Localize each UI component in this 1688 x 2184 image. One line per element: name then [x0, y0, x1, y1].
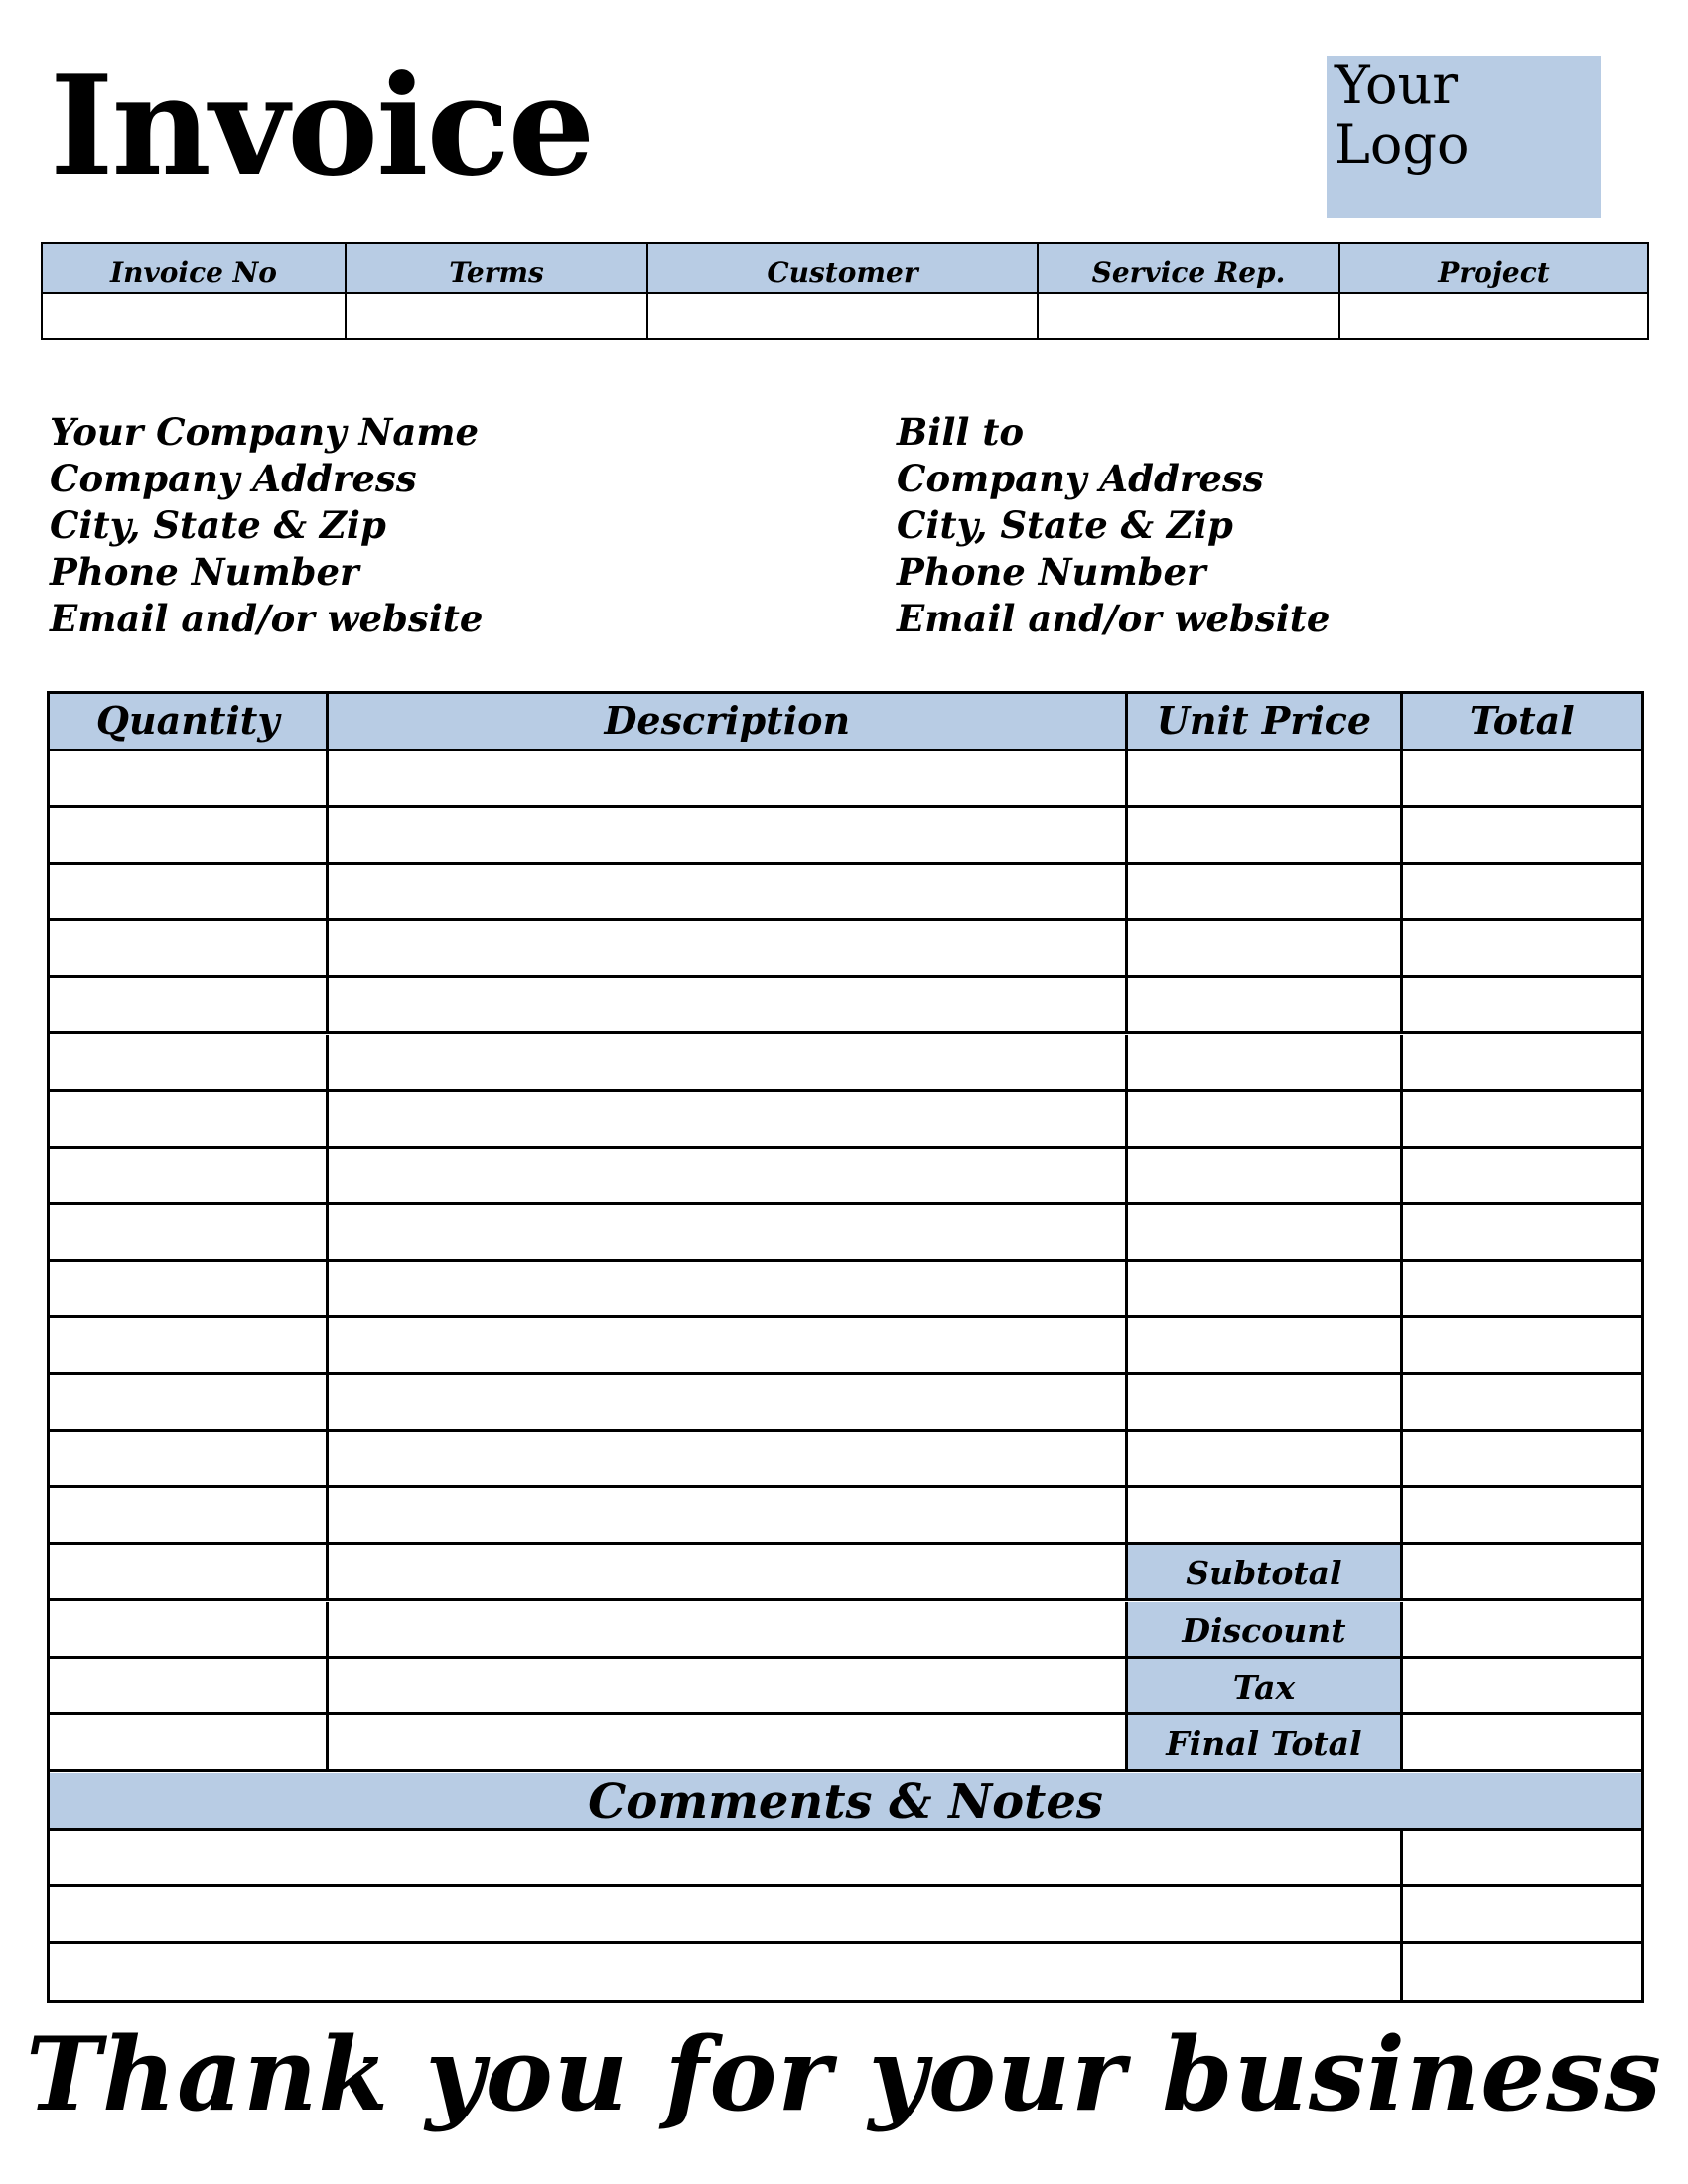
- total-cell[interactable]: [1403, 1659, 1641, 1712]
- unit-price-cell[interactable]: [1128, 1092, 1402, 1146]
- bill-to-company-address[interactable]: Company Address: [897, 457, 1264, 500]
- unit-price-cell[interactable]: [1128, 808, 1402, 862]
- line-items-table: [47, 691, 1644, 2003]
- description-cell[interactable]: [329, 1545, 1128, 1598]
- line-item-row: [50, 1318, 1641, 1375]
- line-item-row: [50, 1602, 1641, 1659]
- quantity-cell[interactable]: [50, 1432, 329, 1485]
- quantity-cell[interactable]: [50, 1602, 329, 1656]
- summary-label-final-total: Final Total: [1128, 1715, 1402, 1769]
- unit-price-cell[interactable]: [1128, 921, 1402, 975]
- total-cell[interactable]: [1403, 1092, 1641, 1146]
- line-item-row: [50, 1205, 1641, 1262]
- line-item-row: [50, 1432, 1641, 1488]
- total-cell[interactable]: [1403, 1035, 1641, 1089]
- meta-header-row: [43, 244, 1647, 294]
- line-item-row: [50, 1149, 1641, 1205]
- unit-price-cell[interactable]: [1128, 865, 1402, 918]
- quantity-cell[interactable]: [50, 808, 329, 862]
- total-cell[interactable]: [1403, 1602, 1641, 1656]
- bill-to-phone[interactable]: Phone Number: [897, 550, 1206, 594]
- summary-label-tax: Tax: [1128, 1659, 1402, 1712]
- comments-heading: Comments & Notes: [588, 1774, 1103, 1828]
- unit-price-cell[interactable]: [1128, 1488, 1402, 1542]
- description-cell[interactable]: [329, 1149, 1128, 1202]
- from-company-name[interactable]: Your Company Name: [50, 410, 480, 454]
- quantity-cell[interactable]: [50, 1715, 329, 1769]
- description-cell[interactable]: [329, 921, 1128, 975]
- line-items-header-row: [50, 694, 1641, 751]
- invoice-title: Invoice: [50, 45, 594, 206]
- meta-header-service-rep: Service Rep.: [1039, 244, 1340, 292]
- line-item-row: [50, 1659, 1641, 1715]
- comment-text-cell[interactable]: [50, 1944, 1403, 2000]
- from-phone[interactable]: Phone Number: [50, 550, 359, 594]
- line-item-row: [50, 751, 1641, 808]
- quantity-cell[interactable]: [50, 1545, 329, 1598]
- unit-price-cell[interactable]: [1128, 1262, 1402, 1315]
- unit-price-cell[interactable]: [1128, 1375, 1402, 1429]
- from-email-website[interactable]: Email and/or website: [50, 597, 484, 640]
- total-cell[interactable]: [1403, 865, 1641, 918]
- quantity-cell[interactable]: [50, 1659, 329, 1712]
- from-company-address[interactable]: Company Address: [50, 457, 417, 500]
- description-cell[interactable]: [329, 808, 1128, 862]
- total-cell[interactable]: [1403, 1545, 1641, 1598]
- customer-field[interactable]: [648, 294, 1039, 338]
- quantity-cell[interactable]: [50, 1262, 329, 1315]
- quantity-cell[interactable]: [50, 978, 329, 1031]
- bill-to-label: Bill to: [897, 410, 1025, 454]
- description-cell[interactable]: [329, 865, 1128, 918]
- total-cell[interactable]: [1403, 1715, 1641, 1769]
- quantity-cell[interactable]: [50, 1205, 329, 1259]
- terms-field[interactable]: [347, 294, 648, 338]
- description-cell[interactable]: [329, 1092, 1128, 1146]
- description-cell[interactable]: [329, 1488, 1128, 1542]
- total-cell[interactable]: [1403, 1262, 1641, 1315]
- quantity-cell[interactable]: [50, 1092, 329, 1146]
- total-cell[interactable]: [1403, 1149, 1641, 1202]
- description-cell[interactable]: [329, 1318, 1128, 1372]
- thank-you-message: Thank you for your business: [26, 2015, 1662, 2134]
- unit-price-cell[interactable]: [1128, 1432, 1402, 1485]
- unit-price-cell[interactable]: [1128, 1318, 1402, 1372]
- line-item-row: [50, 978, 1641, 1034]
- quantity-cell[interactable]: [50, 1149, 329, 1202]
- line-item-row: [50, 1545, 1641, 1601]
- line-item-row: [50, 1375, 1641, 1432]
- line-item-row: [50, 1715, 1641, 1772]
- description-cell[interactable]: [329, 1602, 1128, 1656]
- from-city-state-zip[interactable]: City, State & Zip: [50, 503, 386, 547]
- logo-text-line: Your: [1335, 54, 1459, 116]
- header-quantity: Quantity: [50, 694, 329, 749]
- comment-side-cell[interactable]: [1403, 1831, 1641, 1884]
- logo-text-line: Logo: [1335, 113, 1470, 176]
- description-cell[interactable]: [329, 751, 1128, 805]
- unit-price-cell[interactable]: [1128, 751, 1402, 805]
- description-cell[interactable]: [329, 1262, 1128, 1315]
- comment-row: [50, 1944, 1641, 2000]
- line-item-row: [50, 865, 1641, 921]
- total-cell[interactable]: [1403, 1205, 1641, 1259]
- bill-to-city-state-zip[interactable]: City, State & Zip: [897, 503, 1233, 547]
- meta-value-row: [43, 294, 1647, 338]
- from-address-block: [50, 409, 483, 642]
- header-total: Total: [1469, 698, 1575, 743]
- header-unit-price: Unit Price: [1128, 694, 1402, 749]
- description-cell[interactable]: [329, 1432, 1128, 1485]
- unit-price-cell[interactable]: [1128, 978, 1402, 1031]
- logo-placeholder: [1327, 56, 1601, 218]
- line-item-row: [50, 1488, 1641, 1545]
- summary-label-subtotal: Subtotal: [1128, 1545, 1402, 1598]
- total-cell[interactable]: [1403, 751, 1641, 805]
- bill-to-email-website[interactable]: Email and/or website: [897, 597, 1331, 640]
- total-cell[interactable]: [1403, 1375, 1641, 1429]
- total-cell[interactable]: [1403, 1488, 1641, 1542]
- project-field[interactable]: [1340, 294, 1647, 338]
- comment-side-cell[interactable]: [1403, 1944, 1641, 2000]
- summary-label-discount: Discount: [1128, 1602, 1402, 1656]
- meta-header-terms: Terms: [347, 244, 648, 292]
- line-item-row: [50, 808, 1641, 865]
- quantity-cell[interactable]: [50, 1375, 329, 1429]
- comment-side-cell[interactable]: [1403, 1887, 1641, 1941]
- line-item-row: [50, 1035, 1641, 1092]
- total-cell[interactable]: [1403, 978, 1641, 1031]
- line-item-row: [50, 921, 1641, 978]
- meta-header-project: Project: [1438, 256, 1550, 289]
- invoice-no-field[interactable]: [43, 294, 347, 338]
- total-cell[interactable]: [1403, 921, 1641, 975]
- quantity-cell[interactable]: [50, 751, 329, 805]
- meta-header-customer: Customer: [648, 244, 1039, 292]
- total-cell[interactable]: [1403, 1432, 1641, 1485]
- bill-to-block: [897, 409, 1330, 642]
- unit-price-cell[interactable]: [1128, 1149, 1402, 1202]
- description-cell[interactable]: [329, 1659, 1128, 1712]
- invoice-meta-table: [41, 242, 1649, 340]
- total-cell[interactable]: [1403, 808, 1641, 862]
- comments-header-row: [50, 1773, 1641, 1831]
- comment-row: [50, 1887, 1641, 1944]
- description-cell[interactable]: [329, 1375, 1128, 1429]
- unit-price-cell[interactable]: [1128, 1035, 1402, 1089]
- line-item-row: [50, 1262, 1641, 1318]
- header-description: Description: [329, 694, 1128, 749]
- description-cell[interactable]: [329, 1715, 1128, 1769]
- description-cell[interactable]: [329, 1035, 1128, 1089]
- quantity-cell[interactable]: [50, 1035, 329, 1089]
- description-cell[interactable]: [329, 1205, 1128, 1259]
- service-rep-field[interactable]: [1039, 294, 1340, 338]
- quantity-cell[interactable]: [50, 921, 329, 975]
- quantity-cell[interactable]: [50, 865, 329, 918]
- unit-price-cell[interactable]: [1128, 1205, 1402, 1259]
- meta-header-invoice-no: Invoice No: [43, 244, 347, 292]
- comment-row: [50, 1831, 1641, 1887]
- quantity-cell[interactable]: [50, 1318, 329, 1372]
- comment-text-cell[interactable]: [50, 1831, 1403, 1884]
- quantity-cell[interactable]: [50, 1488, 329, 1542]
- line-item-row: [50, 1092, 1641, 1149]
- description-cell[interactable]: [329, 978, 1128, 1031]
- total-cell[interactable]: [1403, 1318, 1641, 1372]
- comment-text-cell[interactable]: [50, 1887, 1403, 1941]
